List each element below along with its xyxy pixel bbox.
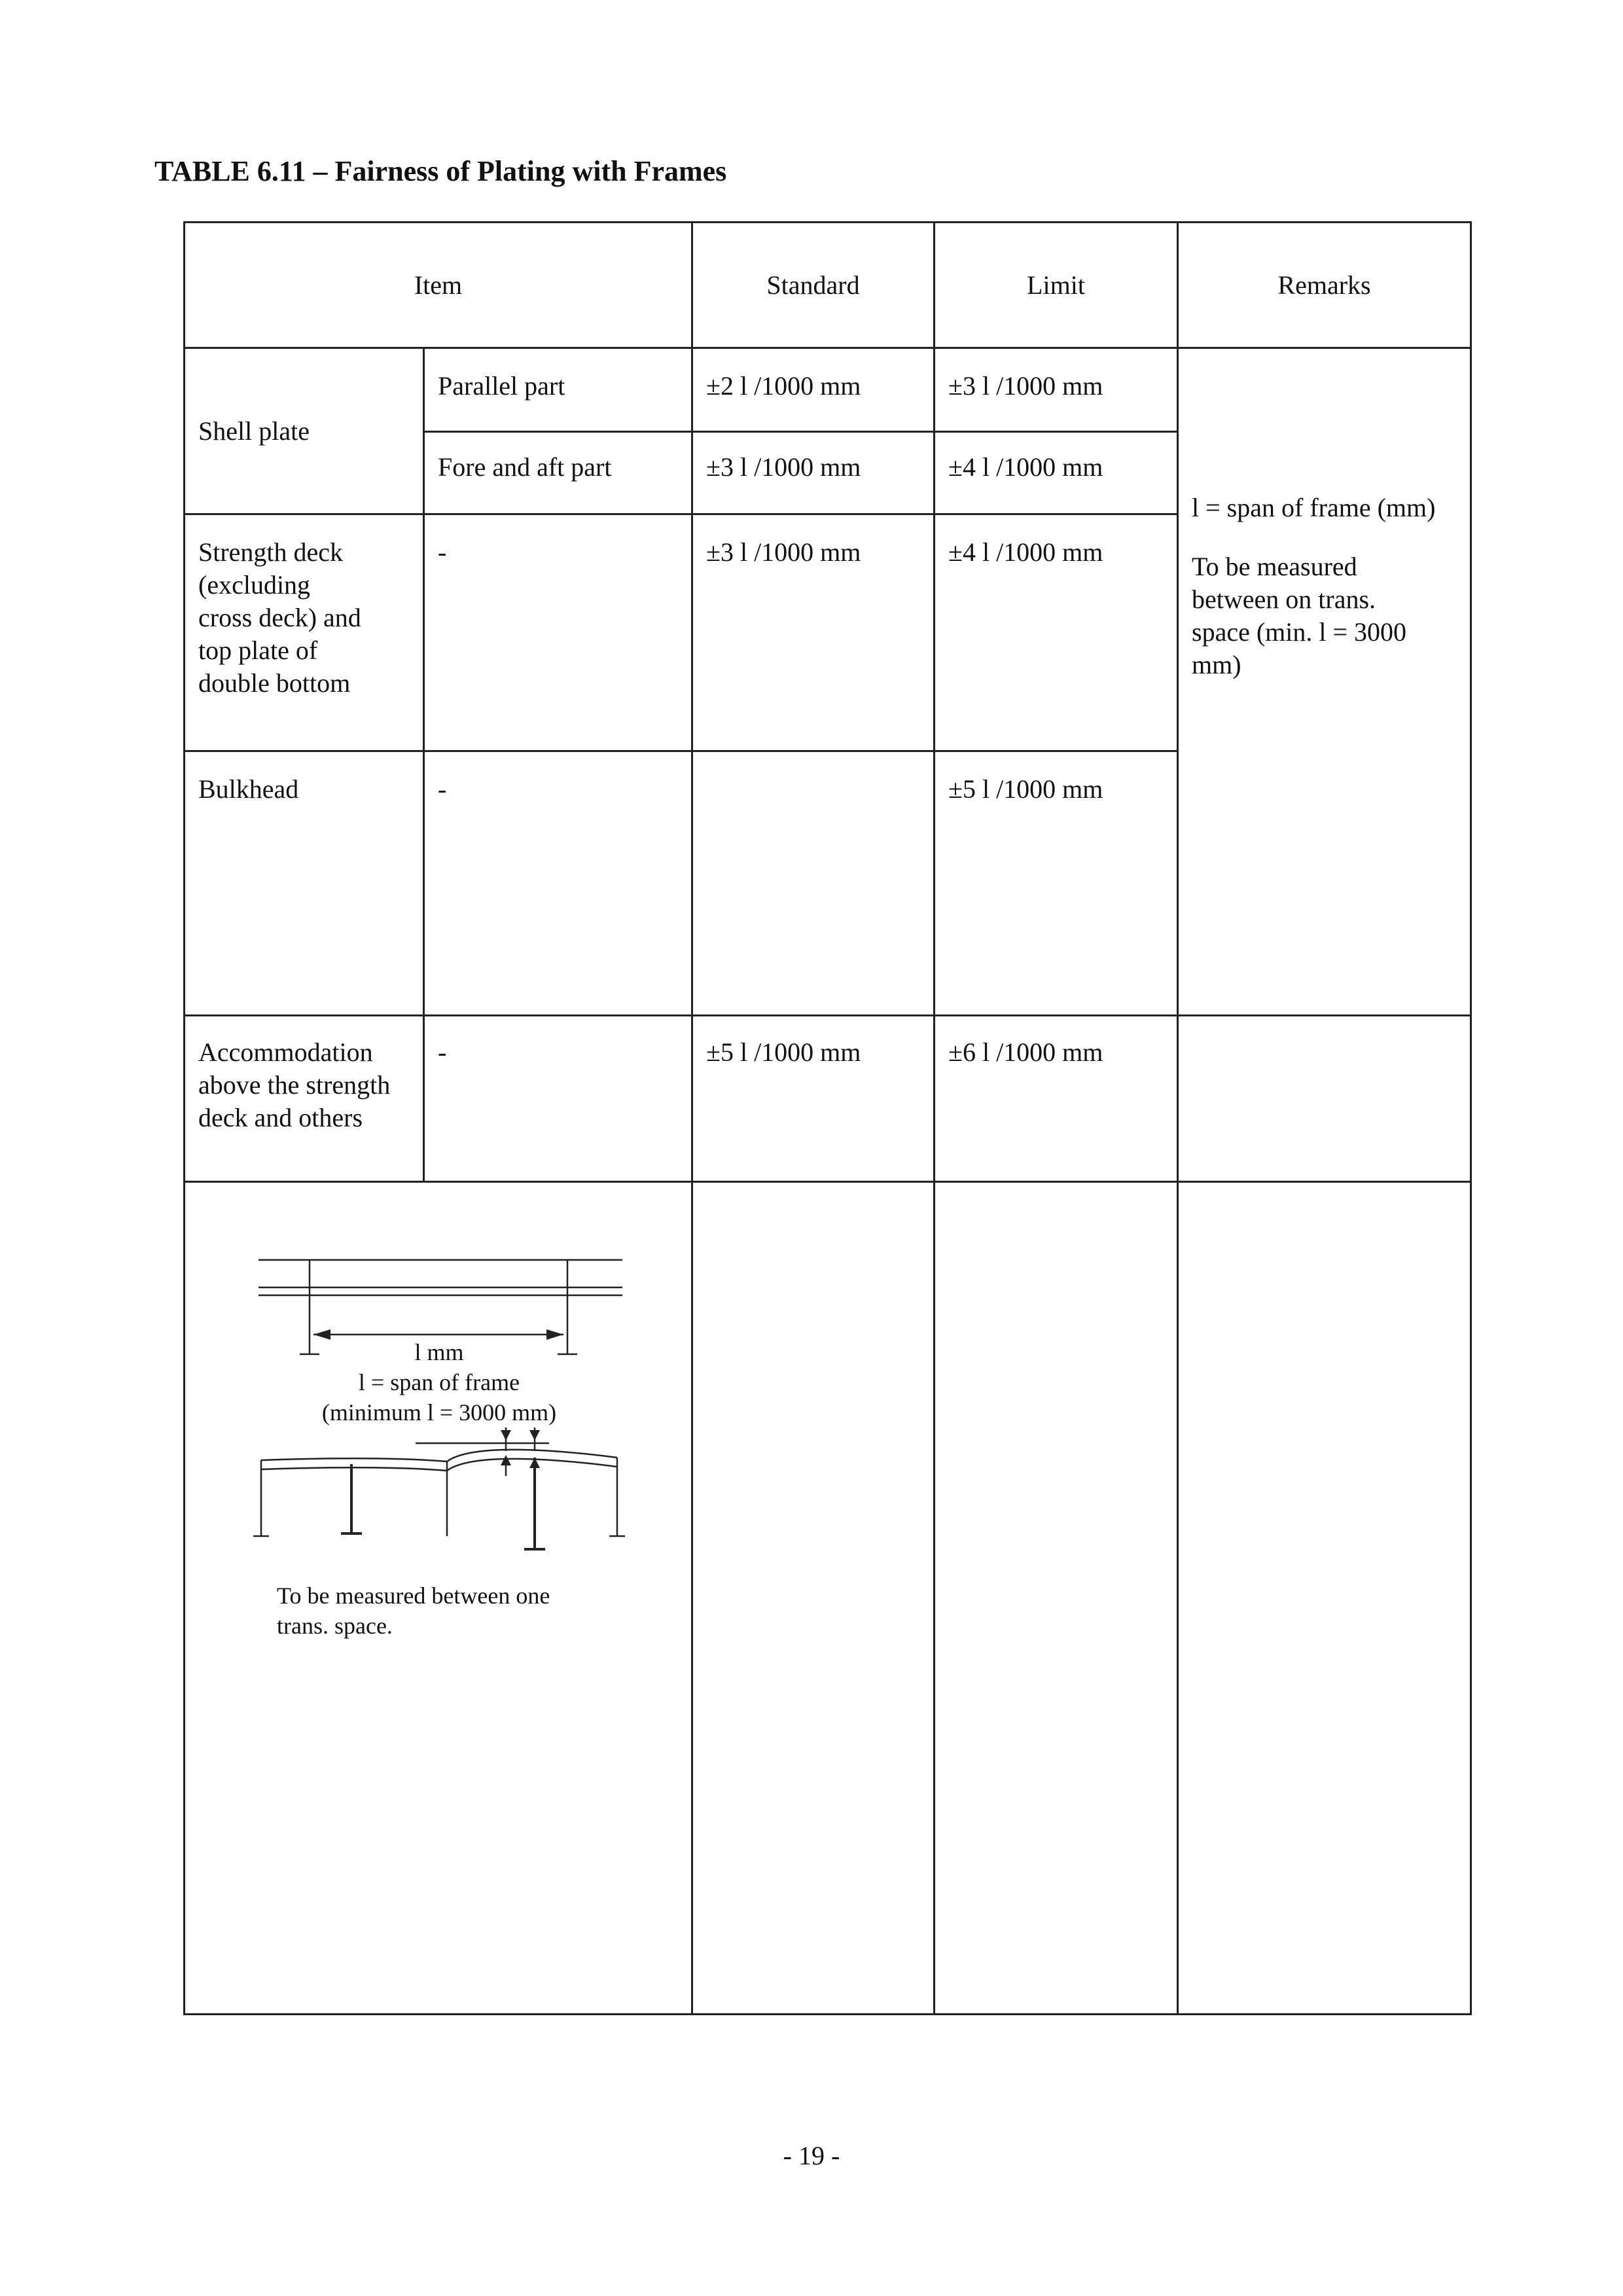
page-number: - 19 - <box>783 2141 840 2170</box>
diagram-standard-cell <box>692 1182 935 2015</box>
fore-aft-limit-cell <box>935 432 1178 514</box>
remarks-measure-line: space (min. l = 3000 <box>1192 617 1407 647</box>
diagram-remarks-cell <box>1178 1182 1471 2015</box>
parallel-standard-cell <box>692 348 935 432</box>
strength-deck-line: Strength deck <box>198 537 344 567</box>
accommodation-limit: ±6 l /1000 mm <box>948 1037 1103 1067</box>
accommodation-sub: - <box>438 1037 447 1067</box>
diagram-span-caption: l = span of frame <box>358 1369 520 1395</box>
remarks-measure-line: mm) <box>1192 650 1241 679</box>
fore-aft-limit: ±4 l /1000 mm <box>948 452 1103 482</box>
strength-deck-standard-cell <box>692 514 935 751</box>
fore-aft-standard: ±3 l /1000 mm <box>706 452 861 482</box>
header-remarks: Remarks <box>1178 223 1471 348</box>
header-limit: Limit <box>935 223 1178 348</box>
strength-deck-cell <box>185 514 424 751</box>
header-standard: Standard <box>692 223 935 348</box>
bulkhead-label: Bulkhead <box>198 774 299 804</box>
accommodation-standard: ±5 l /1000 mm <box>706 1037 861 1067</box>
remarks-measure-line: To be measured <box>1192 552 1357 581</box>
strength-deck-line: (excluding <box>198 570 311 600</box>
header-item: Item <box>185 223 692 348</box>
strength-deck-sub-cell <box>424 514 692 751</box>
parallel-limit: ±3 l /1000 mm <box>948 371 1103 401</box>
shell-plate-cell <box>185 348 424 514</box>
bulkhead-limit: ±5 l /1000 mm <box>948 774 1103 804</box>
strength-deck-line: double bottom <box>198 668 351 698</box>
diagram-note-line: trans. space. <box>277 1613 393 1639</box>
bulkhead-sub: - <box>438 774 447 804</box>
parallel-limit-cell <box>935 348 1178 432</box>
fore-aft-part-cell <box>424 432 692 514</box>
accommodation-line: Accommodation <box>198 1037 373 1067</box>
bulkhead-sub-cell <box>424 751 692 1016</box>
diagram-cell <box>185 1182 692 2015</box>
diagram-limit-cell <box>935 1182 1178 2015</box>
bulkhead-standard <box>693 752 933 773</box>
fairness-table <box>183 221 1472 2015</box>
parallel-part-label: Parallel part <box>438 371 565 401</box>
strength-deck-standard: ±3 l /1000 mm <box>706 537 861 567</box>
table-title: TABLE 6.11 – Fairness of Plating with Frames <box>154 155 727 187</box>
accommodation-remarks-cell <box>1178 1016 1471 1182</box>
strength-deck-line: top plate of <box>198 636 318 665</box>
shell-plate-label: Shell plate <box>198 416 310 446</box>
bulkhead-standard-cell <box>692 751 935 1016</box>
fore-aft-standard-cell <box>692 432 935 514</box>
diagram-note-line: To be measured between one <box>277 1583 550 1609</box>
accommodation-sub-cell <box>424 1016 692 1182</box>
strength-deck-limit-cell <box>935 514 1178 751</box>
accommodation-standard-cell <box>692 1016 935 1182</box>
diagram-min-caption: (minimum l = 3000 mm) <box>321 1399 557 1426</box>
remarks-measure-line: between on trans. <box>1192 584 1376 614</box>
accommodation-line: above the strength <box>198 1070 391 1100</box>
parallel-part-cell <box>424 348 692 432</box>
diagram-dim-label: l mm <box>414 1339 464 1365</box>
accommodation-limit-cell <box>935 1016 1178 1182</box>
parallel-standard: ±2 l /1000 mm <box>706 371 861 401</box>
remarks-cell <box>1178 348 1471 1016</box>
strength-deck-sub: - <box>438 537 447 567</box>
bulkhead-limit-cell <box>935 751 1178 1016</box>
bulkhead-cell <box>185 751 424 1016</box>
strength-deck-line: cross deck) and <box>198 603 361 632</box>
accommodation-cell <box>185 1016 424 1182</box>
strength-deck-limit: ±4 l /1000 mm <box>948 537 1103 567</box>
accommodation-line: deck and others <box>198 1103 363 1132</box>
remarks-span: l = span of frame (mm) <box>1192 493 1436 522</box>
fore-aft-part-label: Fore and aft part <box>438 452 612 482</box>
